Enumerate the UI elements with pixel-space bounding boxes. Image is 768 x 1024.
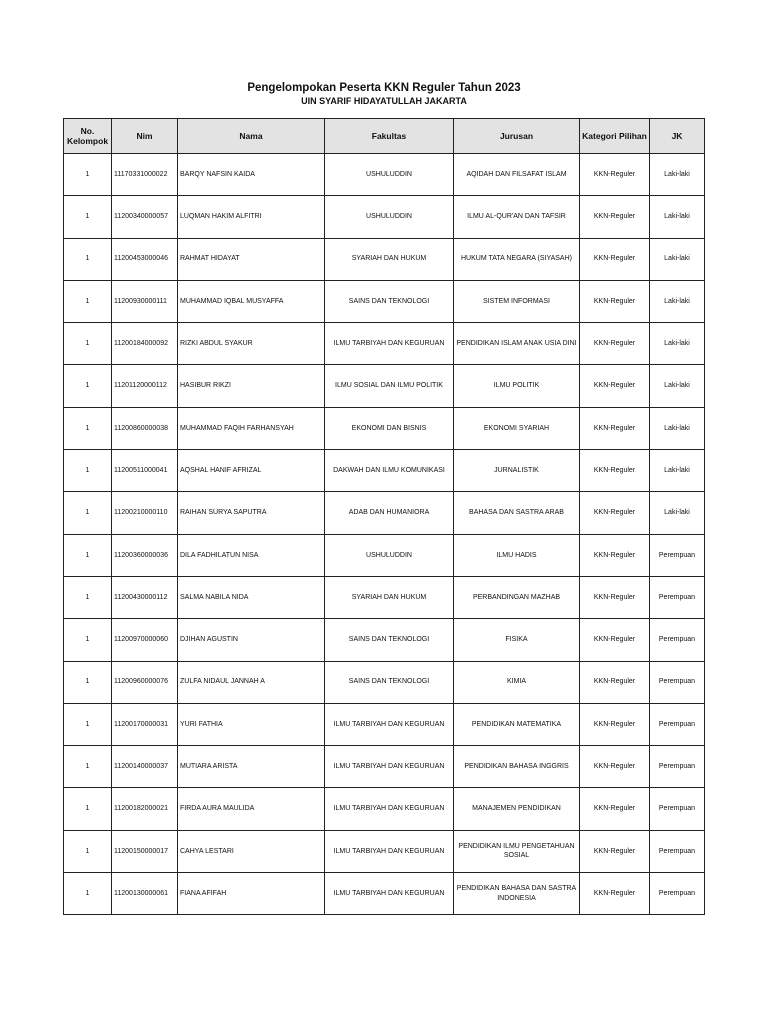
cell-nim: 11200960000076 xyxy=(112,661,178,703)
cell-jk: Laki-laki xyxy=(650,196,705,238)
cell-no-kelompok: 1 xyxy=(64,576,112,618)
cell-nama: FIANA AFIFAH xyxy=(178,873,325,915)
cell-jurusan: JURNALISTIK xyxy=(454,450,580,492)
cell-jurusan: PENDIDIKAN MATEMATIKA xyxy=(454,703,580,745)
cell-nim: 11200210000110 xyxy=(112,492,178,534)
cell-fakultas: ILMU TARBIYAH DAN KEGURUAN xyxy=(325,703,454,745)
table-row xyxy=(64,323,705,365)
cell-kategori-pilihan: KKN-Reguler xyxy=(580,492,650,534)
table-row xyxy=(64,534,705,576)
table-row xyxy=(64,788,705,830)
cell-no-kelompok: 1 xyxy=(64,830,112,872)
cell-jurusan: PERBANDINGAN MAZHAB xyxy=(454,576,580,618)
cell-kategori-pilihan: KKN-Reguler xyxy=(580,619,650,661)
cell-kategori-pilihan: KKN-Reguler xyxy=(580,873,650,915)
participants-table xyxy=(63,118,705,915)
cell-jurusan: EKONOMI SYARIAH xyxy=(454,407,580,449)
table-row xyxy=(64,830,705,872)
cell-kategori-pilihan: KKN-Reguler xyxy=(580,788,650,830)
cell-fakultas: SYARIAH DAN HUKUM xyxy=(325,576,454,618)
cell-no-kelompok: 1 xyxy=(64,661,112,703)
table-row xyxy=(64,196,705,238)
cell-jk: Laki-laki xyxy=(650,280,705,322)
cell-fakultas: ADAB DAN HUMANIORA xyxy=(325,492,454,534)
cell-nama: DILA FADHILATUN NISA xyxy=(178,534,325,576)
cell-kategori-pilihan: KKN-Reguler xyxy=(580,703,650,745)
header-jk: JK xyxy=(650,119,705,154)
cell-jurusan: MANAJEMEN PENDIDIKAN xyxy=(454,788,580,830)
cell-nim: 11200150000017 xyxy=(112,830,178,872)
cell-fakultas: SAINS DAN TEKNOLOGI xyxy=(325,661,454,703)
cell-jk: Perempuan xyxy=(650,619,705,661)
cell-no-kelompok: 1 xyxy=(64,619,112,661)
cell-fakultas: EKONOMI DAN BISNIS xyxy=(325,407,454,449)
cell-fakultas: USHULUDDIN xyxy=(325,196,454,238)
cell-fakultas: ILMU TARBIYAH DAN KEGURUAN xyxy=(325,323,454,365)
cell-jk: Laki-laki xyxy=(650,323,705,365)
table-row xyxy=(64,619,705,661)
cell-kategori-pilihan: KKN-Reguler xyxy=(580,407,650,449)
cell-no-kelompok: 1 xyxy=(64,196,112,238)
header-nim: Nim xyxy=(112,119,178,154)
header-no-kelompok: No. Kelompok xyxy=(64,119,112,154)
cell-jurusan: PENDIDIKAN BAHASA INGGRIS xyxy=(454,746,580,788)
cell-jk: Perempuan xyxy=(650,830,705,872)
cell-nama: AQSHAL HANIF AFRIZAL xyxy=(178,450,325,492)
cell-kategori-pilihan: KKN-Reguler xyxy=(580,746,650,788)
cell-jk: Laki-laki xyxy=(650,492,705,534)
cell-no-kelompok: 1 xyxy=(64,323,112,365)
cell-nama: FIRDA AURA MAULIDA xyxy=(178,788,325,830)
cell-fakultas: ILMU SOSIAL DAN ILMU POLITIK xyxy=(325,365,454,407)
cell-kategori-pilihan: KKN-Reguler xyxy=(580,576,650,618)
cell-nim: 11170331000022 xyxy=(112,154,178,196)
table-row xyxy=(64,703,705,745)
cell-fakultas: USHULUDDIN xyxy=(325,534,454,576)
cell-nama: LUQMAN HAKIM ALFITRI xyxy=(178,196,325,238)
cell-nim: 11200170000031 xyxy=(112,703,178,745)
cell-fakultas: DAKWAH DAN ILMU KOMUNIKASI xyxy=(325,450,454,492)
table-row xyxy=(64,365,705,407)
table-row xyxy=(64,280,705,322)
cell-kategori-pilihan: KKN-Reguler xyxy=(580,323,650,365)
cell-fakultas: SAINS DAN TEKNOLOGI xyxy=(325,280,454,322)
cell-kategori-pilihan: KKN-Reguler xyxy=(580,534,650,576)
cell-nim: 11200430000112 xyxy=(112,576,178,618)
table-row xyxy=(64,407,705,449)
table-row xyxy=(64,873,705,915)
cell-jk: Perempuan xyxy=(650,703,705,745)
cell-jk: Perempuan xyxy=(650,746,705,788)
cell-no-kelompok: 1 xyxy=(64,238,112,280)
cell-jurusan: PENDIDIKAN BAHASA DAN SASTRA INDONESIA xyxy=(454,873,580,915)
table-row xyxy=(64,450,705,492)
cell-nim: 11200930000111 xyxy=(112,280,178,322)
cell-jk: Perempuan xyxy=(650,661,705,703)
cell-nim: 11201120000112 xyxy=(112,365,178,407)
cell-jurusan: KIMIA xyxy=(454,661,580,703)
cell-jk: Laki-laki xyxy=(650,407,705,449)
cell-jk: Perempuan xyxy=(650,534,705,576)
cell-nim: 11200453000046 xyxy=(112,238,178,280)
cell-no-kelompok: 1 xyxy=(64,492,112,534)
cell-nim: 11200140000037 xyxy=(112,746,178,788)
table-row xyxy=(64,576,705,618)
cell-jk: Perempuan xyxy=(650,873,705,915)
cell-jurusan: AQIDAH DAN FILSAFAT ISLAM xyxy=(454,154,580,196)
cell-kategori-pilihan: KKN-Reguler xyxy=(580,661,650,703)
cell-jk: Laki-laki xyxy=(650,238,705,280)
cell-nim: 11200511000041 xyxy=(112,450,178,492)
cell-jurusan: ILMU POLITIK xyxy=(454,365,580,407)
cell-no-kelompok: 1 xyxy=(64,154,112,196)
cell-jurusan: PENDIDIKAN ISLAM ANAK USIA DINI xyxy=(454,323,580,365)
cell-no-kelompok: 1 xyxy=(64,365,112,407)
cell-fakultas: ILMU TARBIYAH DAN KEGURUAN xyxy=(325,746,454,788)
cell-nama: DJIHAN AGUSTIN xyxy=(178,619,325,661)
cell-no-kelompok: 1 xyxy=(64,407,112,449)
cell-nama: CAHYA LESTARI xyxy=(178,830,325,872)
cell-no-kelompok: 1 xyxy=(64,703,112,745)
cell-jurusan: BAHASA DAN SASTRA ARAB xyxy=(454,492,580,534)
table-row xyxy=(64,492,705,534)
cell-nama: ZULFA NIDAUL JANNAH A xyxy=(178,661,325,703)
cell-kategori-pilihan: KKN-Reguler xyxy=(580,280,650,322)
cell-jurusan: HUKUM TATA NEGARA (SIYASAH) xyxy=(454,238,580,280)
cell-no-kelompok: 1 xyxy=(64,746,112,788)
cell-nama: RAIHAN SURYA SAPUTRA xyxy=(178,492,325,534)
cell-kategori-pilihan: KKN-Reguler xyxy=(580,450,650,492)
cell-nim: 11200970000060 xyxy=(112,619,178,661)
cell-no-kelompok: 1 xyxy=(64,873,112,915)
table-row xyxy=(64,154,705,196)
cell-jk: Laki-laki xyxy=(650,365,705,407)
cell-nama: MUTIARA ARISTA xyxy=(178,746,325,788)
cell-kategori-pilihan: KKN-Reguler xyxy=(580,154,650,196)
cell-nama: HASIBUR RIKZI xyxy=(178,365,325,407)
header-fakultas: Fakultas xyxy=(325,119,454,154)
cell-nim: 11200130000061 xyxy=(112,873,178,915)
cell-nama: RAHMAT HIDAYAT xyxy=(178,238,325,280)
cell-nama: MUHAMMAD IQBAL MUSYAFFA xyxy=(178,280,325,322)
cell-no-kelompok: 1 xyxy=(64,788,112,830)
cell-jurusan: ILMU AL-QUR'AN DAN TAFSIR xyxy=(454,196,580,238)
cell-no-kelompok: 1 xyxy=(64,534,112,576)
cell-fakultas: USHULUDDIN xyxy=(325,154,454,196)
cell-jurusan: SISTEM INFORMASI xyxy=(454,280,580,322)
header-jurusan: Jurusan xyxy=(454,119,580,154)
cell-nama: RIZKI ABDUL SYAKUR xyxy=(178,323,325,365)
cell-no-kelompok: 1 xyxy=(64,450,112,492)
header-nama: Nama xyxy=(178,119,325,154)
table-body xyxy=(64,154,705,915)
cell-nim: 11200182000021 xyxy=(112,788,178,830)
cell-jurusan: FISIKA xyxy=(454,619,580,661)
cell-nama: YURI FATHIA xyxy=(178,703,325,745)
cell-jk: Laki-laki xyxy=(650,154,705,196)
cell-no-kelompok: 1 xyxy=(64,280,112,322)
cell-fakultas: SYARIAH DAN HUKUM xyxy=(325,238,454,280)
cell-jk: Laki-laki xyxy=(650,450,705,492)
table-header-row xyxy=(64,119,705,154)
cell-jk: Perempuan xyxy=(650,576,705,618)
document-subtitle: UIN SYARIF HIDAYATULLAH JAKARTA xyxy=(301,96,467,106)
cell-fakultas: SAINS DAN TEKNOLOGI xyxy=(325,619,454,661)
cell-jurusan: ILMU HADIS xyxy=(454,534,580,576)
cell-jk: Perempuan xyxy=(650,788,705,830)
cell-fakultas: ILMU TARBIYAH DAN KEGURUAN xyxy=(325,873,454,915)
cell-nim: 11200860000038 xyxy=(112,407,178,449)
cell-nim: 11200340000057 xyxy=(112,196,178,238)
cell-kategori-pilihan: KKN-Reguler xyxy=(580,238,650,280)
table-row xyxy=(64,746,705,788)
cell-fakultas: ILMU TARBIYAH DAN KEGURUAN xyxy=(325,830,454,872)
cell-kategori-pilihan: KKN-Reguler xyxy=(580,196,650,238)
cell-nim: 11200360000036 xyxy=(112,534,178,576)
cell-kategori-pilihan: KKN-Reguler xyxy=(580,830,650,872)
cell-kategori-pilihan: KKN-Reguler xyxy=(580,365,650,407)
document-title: Pengelompokan Peserta KKN Reguler Tahun 2023 xyxy=(247,82,521,94)
cell-nim: 11200184000092 xyxy=(112,323,178,365)
cell-nama: MUHAMMAD FAQIH FARHANSYAH xyxy=(178,407,325,449)
cell-nama: SALMA NABILA NIDA xyxy=(178,576,325,618)
table-row xyxy=(64,661,705,703)
cell-nama: BARQY NAFSIN KAIDA xyxy=(178,154,325,196)
table-row xyxy=(64,238,705,280)
header-kategori-pilihan: Kategori Pilihan xyxy=(580,119,650,154)
cell-fakultas: ILMU TARBIYAH DAN KEGURUAN xyxy=(325,788,454,830)
cell-jurusan: PENDIDIKAN ILMU PENGETAHUAN SOSIAL xyxy=(454,830,580,872)
